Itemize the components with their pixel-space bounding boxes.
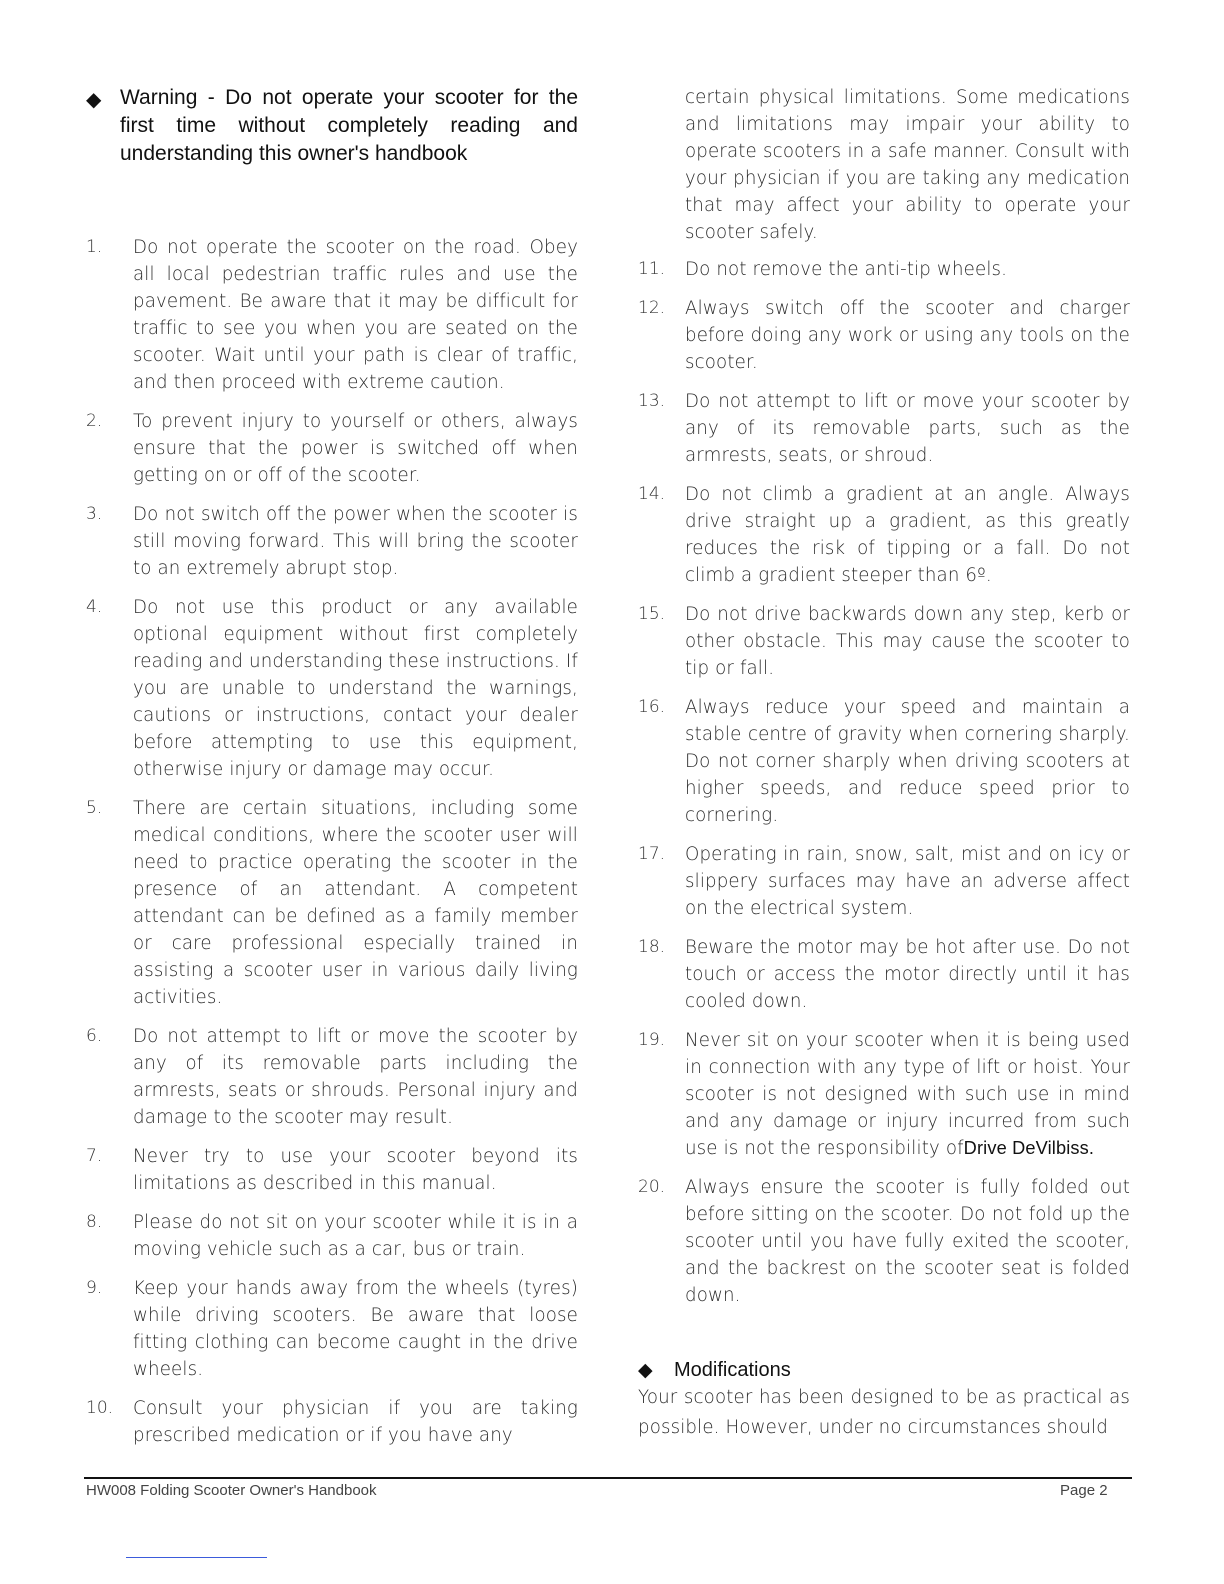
- item-number: 7.: [86, 1146, 103, 1166]
- item-number: 10.: [86, 1398, 114, 1418]
- list-item: [638, 601, 1130, 682]
- item-text: To prevent injury to yourself or others, always ensure that the power is switched off when getting on or off of the scooter.: [133, 411, 578, 486]
- list-item: [638, 694, 1130, 829]
- item-number: 2.: [86, 411, 103, 431]
- item-text: Do not switch off the power when the scooter is still moving forward. This will bring the scooter to an extremely abrupt stop.: [133, 504, 578, 579]
- bottom-rule-mark: [126, 1557, 267, 1558]
- item-number: 5.: [86, 798, 103, 818]
- item-number: 12.: [638, 298, 666, 318]
- item-text: Beware the motor may be hot after use. Do not touch or access the motor directly until it has cooled down.: [685, 937, 1130, 1012]
- item-text: Keep your hands away from the wheels (tyres) while driving scooters. Be aware that loose fitting clothing can become caught in the drive wheels.: [133, 1278, 578, 1380]
- item-10-continuation: certain physical limitations. Some medications and limitations may impair your ability to operate scooters in a safe manner. Consult with your physician if you are taking any medication that may affect your ability to operate your scooter safely.: [685, 87, 1130, 243]
- list-item: [638, 295, 1130, 376]
- list-item: [86, 1023, 578, 1131]
- item-number: 3.: [86, 504, 103, 524]
- item-number: 17.: [638, 844, 666, 864]
- list-item: [86, 501, 578, 582]
- diamond-bullet-icon: ◆: [638, 1359, 653, 1381]
- item-number: 16.: [638, 697, 666, 717]
- item-number: 11.: [638, 259, 666, 279]
- item-text: Do not attempt to lift or move your scooter by any of its removable parts, such as the armrests, seats, or shroud.: [685, 391, 1130, 466]
- left-column: [86, 84, 578, 1461]
- list-item: [86, 234, 578, 396]
- list-item: [638, 481, 1130, 589]
- list-item: [86, 408, 578, 489]
- item-text: Never try to use your scooter beyond its limitations as described in this manual.: [133, 1146, 578, 1194]
- warning-callout: [86, 84, 578, 168]
- item-text: Operating in rain, snow, salt, mist and on icy or slippery surfaces may have an adverse affect on the electrical system.: [685, 844, 1130, 919]
- item-number: 1.: [86, 237, 103, 257]
- item-text: Do not remove the anti-tip wheels.: [685, 259, 1008, 280]
- item-number: 8.: [86, 1212, 103, 1232]
- item-text: Always ensure the scooter is fully folded out before sitting on the scooter. Do not fold up the scooter until you have fully exited the scooter, and the backrest on the scooter seat is folded down.: [685, 1177, 1130, 1306]
- item-text: Always reduce your speed and maintain a stable centre of gravity when cornering sharply. Do not corner sharply when driving scooters at higher speeds, and reduce speed prior to cornering.: [685, 697, 1130, 826]
- warning-text: Warning - Do not operate your scooter for the first time without completely reading and understanding this owner's handbook: [120, 86, 578, 165]
- list-item: [638, 934, 1130, 1015]
- list-item: [86, 1209, 578, 1263]
- list-item: [638, 1027, 1130, 1162]
- item-text-body: Never sit on your scooter when it is being used in connection with any type of lift or hoist. Your scooter is not designed with such use in mind and any damage or injury incurred from such use is not the responsibility of: [685, 1030, 1130, 1159]
- item-number: 14.: [638, 484, 666, 504]
- modifications-body: Your scooter has been designed to be as practical as possible. However, under no circumstances should: [638, 1387, 1130, 1438]
- item-text: Please do not sit on your scooter while it is in a moving vehicle such as a car, bus or train.: [133, 1212, 578, 1260]
- list-item: [638, 388, 1130, 469]
- list-item: [86, 1275, 578, 1383]
- list-item: [86, 1395, 578, 1449]
- item-text: Do not use this product or any available optional equipment without first completely reading and understanding these instructions. If you are unable to understand the warnings, cautions or instructions, contact your dealer before attempting to use this equipment, otherwise injury or damage may occur.: [133, 597, 578, 780]
- item-text: [685, 1027, 1130, 1162]
- item-text: Do not climb a gradient at an angle. Always drive straight up a gradient, as this greatly reduces the risk of tipping or a fall. Do not climb a gradient steeper than 6º.: [685, 484, 1130, 586]
- item-number: 9.: [86, 1278, 103, 1298]
- footer-divider: [84, 1477, 1132, 1479]
- item-number: 13.: [638, 391, 666, 411]
- modifications-heading: [638, 1357, 1130, 1383]
- diamond-bullet-icon: ◆: [86, 87, 102, 111]
- brand-name: Drive DeVilbiss.: [963, 1138, 1095, 1158]
- item-text: Do not attempt to lift or move the scooter by any of its removable parts including the armrests, seats or shrouds. Personal injury and damage to the scooter may result.: [133, 1026, 578, 1128]
- item-number: 20.: [638, 1177, 666, 1197]
- item-text: Do not drive backwards down any step, kerb or other obstacle. This may cause the scooter to tip or fall.: [685, 604, 1130, 679]
- list-item: [638, 1174, 1130, 1309]
- footer-page-number: Page 2: [1060, 1482, 1108, 1499]
- list-item: [638, 256, 1130, 283]
- safety-list-left: [86, 234, 578, 1449]
- footer-document-title: HW008 Folding Scooter Owner's Handbook: [86, 1482, 377, 1499]
- item-text: There are certain situations, including some medical conditions, where the scooter user will need to practice operating the scooter in the presence of an attendant. A competent attendant can be defined as a family member or care professional especially trained in assisting a scooter user in various daily living activities.: [133, 798, 578, 1008]
- item-number: 4.: [86, 597, 103, 617]
- list-item: [638, 841, 1130, 922]
- safety-list-right: [638, 256, 1130, 1309]
- modifications-title: Modifications: [674, 1359, 791, 1381]
- item-text: Consult your physician if you are taking prescribed medication or if you have any: [133, 1398, 578, 1446]
- item-number: 19.: [638, 1030, 666, 1050]
- item-text: Do not operate the scooter on the road. Obey all local pedestrian traffic rules and use the pavement. Be aware that it may be difficult for traffic to see you when you are seated on the scooter. Wait until your path is clear of traffic, and then proceed with extreme caution.: [133, 237, 578, 393]
- list-item: [86, 1143, 578, 1197]
- item-number: 18.: [638, 937, 666, 957]
- list-item: [86, 795, 578, 1011]
- list-item: [86, 594, 578, 783]
- item-number: 6.: [86, 1026, 103, 1046]
- item-number: 15.: [638, 604, 666, 624]
- right-column: [638, 84, 1130, 1443]
- item-text: Always switch off the scooter and charger before doing any work or using any tools on the scooter.: [685, 298, 1130, 373]
